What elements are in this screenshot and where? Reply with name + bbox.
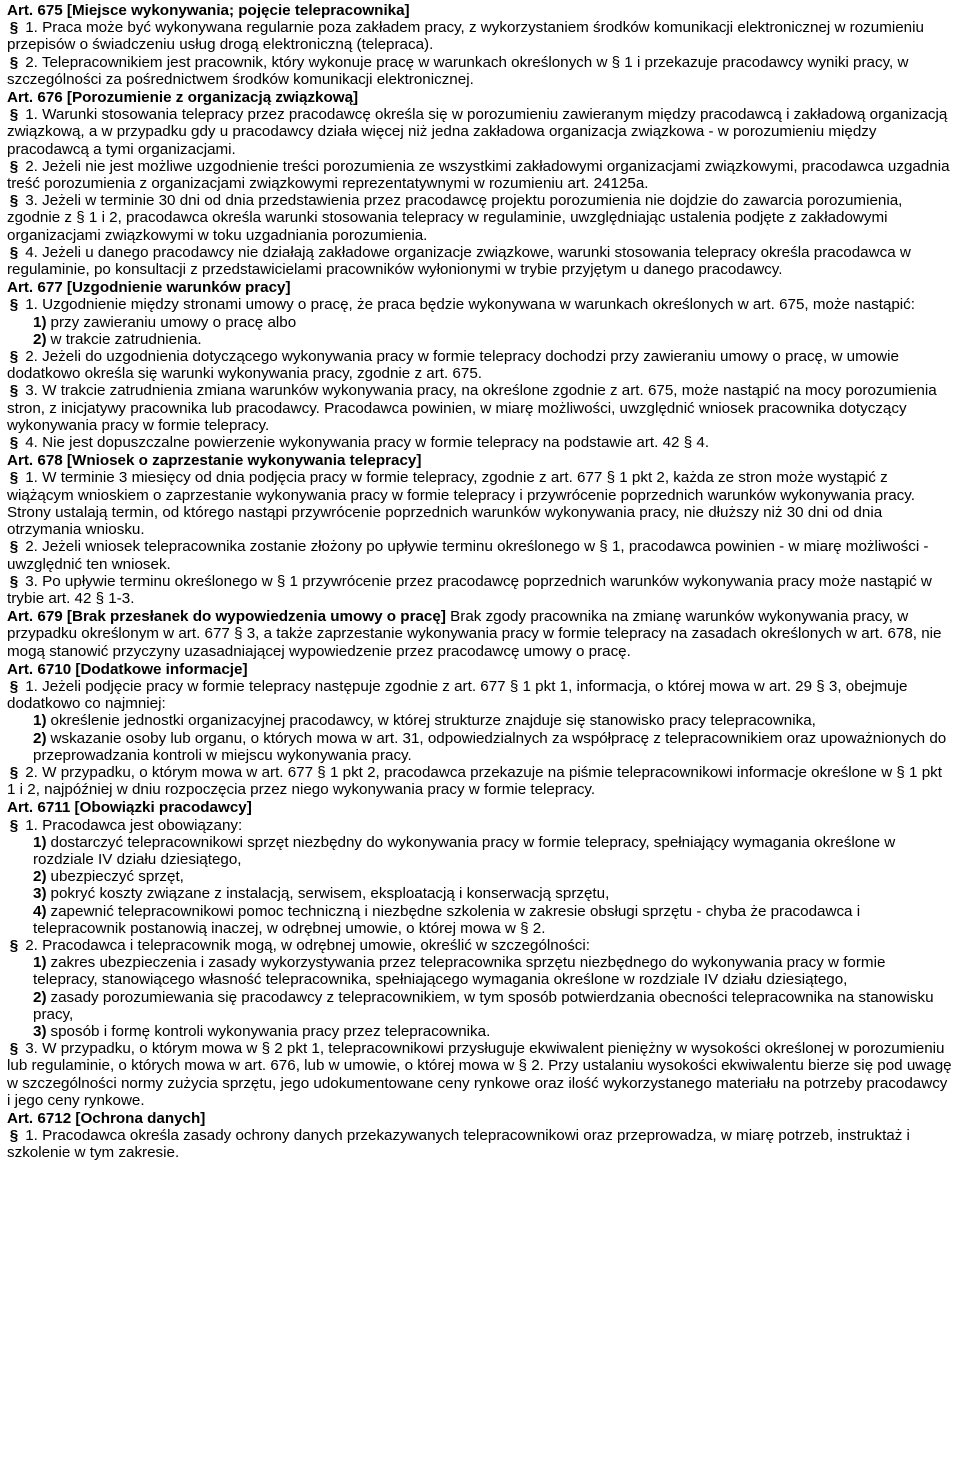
paragraph-text: W trakcie zatrudnienia zmiana warunków wykonywania pracy, na określone zgodnie z art. 675, może nastąpić na mocy porozumienia stron, z inicjatywy pracownika lub pracodawcy. Pracodawca powinien, w miarę możliwości, uwzględnić wniosek pracownika dotyczący wykonywania pracy w formie telepracy. — [7, 382, 937, 434]
list-point — [7, 314, 954, 331]
paragraph-number: 1. — [25, 1127, 38, 1145]
paragraph-text: Praca może być wykonywana regularnie poza zakładem pracy, z wykorzystaniem środków komunikacji elektronicznej w rozumieniu przepisów o świadczeniu usług drogą elektroniczną (telepraca). — [7, 19, 924, 54]
point-number: 4) — [33, 902, 47, 920]
section-sign: § — [9, 348, 19, 366]
paragraph-text: W przypadku, o którym mowa w § 2 pkt 1, telepracownikowi przysługuje ekwiwalent pieniężny w wysokości określonej w porozumieniu lub regulaminie, o których mowa w art. 676, lub w umowie, o której mowa w § 2. Przy ustalaniu wysokości ekwiwalentu bierze się pod uwagę w szczególności normy zużycia sprzętu, jego udokumentowane ceny rynkowe oraz ilość wykorzystanego materiału na potrzeby pracodawcy i jego ceny rynkowe. — [7, 1040, 952, 1109]
article-heading — [7, 608, 954, 660]
article-title: Art. 679 [Brak przesłanek do wypowiedzenia umowy o pracę] — [7, 608, 446, 626]
paragraph — [7, 573, 954, 607]
paragraph-text: Telepracownikiem jest pracownik, który wykonuje pracę w warunkach określonych w § 1 i przekazuje pracodawcy wyniki pracy, w szczególności za pośrednictwem środków komunikacji elektronicznej. — [7, 53, 909, 88]
point-text: sposób i formę kontroli wykonywania pracy przez telepracownika. — [50, 1022, 491, 1040]
section-sign: § — [9, 192, 19, 210]
paragraph-number: 2. — [25, 936, 38, 954]
paragraph — [7, 244, 954, 278]
article-title: Art. 676 [Porozumienie z organizacją związkową] — [7, 89, 359, 107]
point-text: określenie jednostki organizacyjnej pracodawcy, w której strukturze znajduje się stanowisko pracy telepracownika, — [50, 712, 816, 730]
paragraph — [7, 348, 954, 382]
paragraph-number: 1. — [25, 106, 38, 124]
article-heading — [7, 1110, 954, 1127]
point-number: 1) — [33, 954, 47, 972]
article-heading — [7, 661, 954, 678]
article-title: Art. 6711 [Obowiązki pracodawcy] — [7, 799, 252, 817]
point-text: zakres ubezpieczenia i zasady wykorzystywania przez telepracownika sprzętu niezbędnego do wykonywania pracy w formie telepracy, stanowiącego własność telepracownika, spełniającego wymagania określone w rozdziale IV działu dziesiątego, — [33, 954, 886, 989]
list-point — [7, 903, 954, 937]
article-title: Art. 678 [Wniosek o zaprzestanie wykonywania telepracy] — [7, 452, 422, 470]
paragraph — [7, 382, 954, 434]
list-point — [7, 730, 954, 764]
section-sign: § — [9, 936, 19, 954]
point-text: pokryć koszty związane z instalacją, serwisem, eksploatacją i konserwacją sprzętu, — [50, 885, 610, 903]
section-sign: § — [9, 1040, 19, 1058]
paragraph-text: Pracodawca określa zasady ochrony danych przekazywanych telepracownikowi oraz przeprowadza, w miarę potrzeb, instruktaż i szkolenie w tym zakresie. — [7, 1127, 910, 1162]
point-number: 2) — [33, 729, 47, 747]
article-title: Art. 675 [Miejsce wykonywania; pojęcie telepracownika] — [7, 2, 410, 19]
article-title: Art. 6710 [Dodatkowe informacje] — [7, 660, 248, 678]
paragraph — [7, 158, 954, 192]
article-heading — [7, 799, 954, 816]
paragraph — [7, 192, 954, 244]
paragraph — [7, 1040, 954, 1109]
paragraph — [7, 54, 954, 88]
section-sign: § — [9, 106, 19, 124]
list-point — [7, 954, 954, 988]
article-heading — [7, 279, 954, 296]
list-point — [7, 331, 954, 348]
paragraph — [7, 937, 954, 954]
point-number: 2) — [33, 988, 47, 1006]
paragraph — [7, 469, 954, 538]
paragraph-text: Jeżeli do uzgodnienia dotyczącego wykonywania pracy w formie telepracy dochodzi przy zawieraniu umowy o pracę, w umowie dodatkowo określa się warunki wykonywania pracy, zgodnie z art. 675. — [7, 348, 899, 383]
paragraph-text: Jeżeli nie jest możliwe uzgodnienie treści porozumienia ze wszystkimi zakładowymi organizacjami związkowymi, pracodawca uzgadnia treść porozumienia z organizacjami związkowymi reprezentatywnymi w rozumieniu art. 24125a. — [7, 157, 950, 193]
paragraph — [7, 19, 954, 53]
section-sign: § — [9, 469, 19, 487]
paragraph-number: 2. — [25, 763, 38, 781]
section-sign: § — [9, 19, 19, 37]
point-text: ubezpieczyć sprzęt, — [50, 868, 184, 886]
section-sign: § — [9, 382, 19, 400]
article-text: Brak zgody pracownika na zmianę warunków wykonywania pracy, w przypadku określonym w art. 677 § 3, a także zaprzestanie wykonywania pracy w formie telepracy na zasadach określonych w art. 678, nie mogą stanowić przyczyny uzasadniającej wypowiedzenie przez pracodawcę umowy o pracę. — [7, 608, 942, 660]
paragraph — [7, 678, 954, 712]
paragraph-text: Warunki stosowania telepracy przez pracodawcę określa się w porozumieniu zawieranym między pracodawcą i zakładową organizacją związkową, a w przypadku gdy u pracodawcy działa więcej niż jedna zakładowa organizacja związkowa - w porozumieniu między pracodawcą a tymi organizacjami. — [7, 106, 948, 158]
paragraph-number: 1. — [25, 469, 38, 487]
paragraph — [7, 1127, 954, 1161]
article-heading — [7, 89, 954, 106]
paragraph — [7, 434, 954, 451]
paragraph-number: 1. — [25, 19, 38, 37]
list-point — [7, 989, 954, 1023]
paragraph-text: W terminie 3 miesięcy od dnia podjęcia pracy w formie telepracy, zgodnie z art. 677 § 1 pkt 2, każda ze stron może wystąpić z wiążącym wnioskiem o zaprzestanie wykonywania pracy w formie telepracy i przywrócenie poprzednich warunków wykonywania pracy. Strony ustalają termin, od którego nastąpi przywrócenie poprzednich warunków wykonywania pracy, nie dłuższy niż 30 dni od dnia otrzymania wniosku. — [7, 469, 915, 539]
paragraph-number: 2. — [25, 348, 38, 366]
point-text: zasady porozumiewania się pracodawcy z telepracownikiem, w tym sposób potwierdzania obecności telepracownika na stanowisku pracy, — [33, 988, 934, 1023]
section-sign: § — [9, 572, 19, 590]
point-text: dostarczyć telepracownikowi sprzęt niezbędny do wykonywania pracy w formie telepracy, spełniający wymagania określone w rozdziale IV działu dziesiątego, — [33, 833, 896, 868]
paragraph — [7, 106, 954, 158]
article-title: Art. 677 [Uzgodnienie warunków pracy] — [7, 279, 291, 297]
paragraph-text: Po upływie terminu określonego w § 1 przywrócenie przez pracodawcę poprzednich warunków wykonywania pracy może nastąpić w trybie art. 42 § 1-3. — [7, 572, 932, 607]
point-text: wskazanie osoby lub organu, o których mowa w art. 31, odpowiedzialnych za współpracę z telepracownikiem oraz upoważnionych do przeprowadzania kontroli w miejscu wykonywania pracy. — [33, 729, 947, 764]
point-number: 1) — [33, 313, 47, 331]
point-text: w trakcie zatrudnienia. — [50, 330, 202, 348]
section-sign: § — [9, 538, 19, 556]
paragraph-text: Jeżeli u danego pracodawcy nie działają zakładowe organizacje związkowe, warunki stosowania telepracy określa pracodawca w regulaminie, po konsultacji z przedstawicielami pracowników wyłonionymi w trybie przyjętym u danego pracodawcy. — [7, 243, 911, 279]
paragraph-text: Jeżeli w terminie 30 dni od dnia przedstawienia przez pracodawcę projektu porozumienia nie dojdzie do zawarcia porozumienia, zgodnie z § 1 i 2, pracodawca określa warunki stosowania telepracy w regulaminie, uwzględniając ustalenia podjęte z zakładowymi organizacjami związkowymi w toku uzgadniania porozumienia. — [7, 192, 903, 244]
article-heading — [7, 2, 954, 19]
paragraph-text: Uzgodnienie między stronami umowy o pracę, że praca będzie wykonywana w warunkach określonych w art. 675, może nastąpić: — [42, 296, 915, 314]
point-number: 3) — [33, 885, 47, 903]
paragraph — [7, 296, 954, 313]
paragraph-number: 2. — [25, 53, 38, 71]
section-sign: § — [9, 157, 19, 175]
paragraph-text: Jeżeli wniosek telepracownika zostanie złożony po upływie terminu określonego w § 1, pracodawca powinien - w miarę możliwości - uwzględnić ten wniosek. — [7, 538, 929, 573]
paragraph-number: 2. — [25, 538, 38, 556]
paragraph-number: 4. — [25, 243, 38, 261]
article-title: Art. 6712 [Ochrona danych] — [7, 1110, 206, 1127]
paragraph — [7, 764, 954, 798]
point-text: przy zawieraniu umowy o pracę albo — [50, 313, 297, 331]
list-point — [7, 1023, 954, 1040]
section-sign: § — [9, 53, 19, 71]
section-sign: § — [9, 243, 19, 261]
list-point — [7, 868, 954, 885]
paragraph-number: 3. — [25, 572, 38, 590]
paragraph-text: Pracodawca i telepracownik mogą, w odrębnej umowie, określić w szczególności: — [42, 936, 590, 954]
paragraph-number: 3. — [25, 382, 38, 400]
point-number: 2) — [33, 330, 47, 348]
paragraph-number: 3. — [25, 192, 38, 210]
section-sign: § — [9, 296, 19, 314]
section-sign: § — [9, 763, 19, 781]
section-sign: § — [9, 816, 19, 834]
point-number: 1) — [33, 833, 47, 851]
paragraph — [7, 538, 954, 572]
paragraph-text: Nie jest dopuszczalne powierzenie wykonywania pracy w formie telepracy na podstawie art. 42 § 4. — [42, 434, 710, 452]
article-heading — [7, 452, 954, 469]
list-point — [7, 834, 954, 868]
paragraph-text: Jeżeli podjęcie pracy w formie telepracy następuje zgodnie z art. 677 § 1 pkt 1, informacja, o której mowa w art. 29 § 3, obejmuje dodatkowo co najmniej: — [7, 677, 908, 713]
paragraph-number: 3. — [25, 1040, 38, 1058]
point-number: 1) — [33, 712, 47, 730]
paragraph-text: Pracodawca jest obowiązany: — [42, 816, 243, 834]
section-sign: § — [9, 677, 19, 695]
paragraph-number: 1. — [25, 296, 38, 314]
paragraph-text: W przypadku, o którym mowa w art. 677 § 1 pkt 2, pracodawca przekazuje na piśmie telepracownikowi informacje określone w § 1 pkt 1 i 2, najpóźniej w dniu rozpoczęcia przez niego wykonywania pracy w formie telepracy. — [7, 763, 942, 799]
point-number: 3) — [33, 1022, 47, 1040]
point-text: zapewnić telepracownikowi pomoc techniczną i niezbędne szkolenia w zakresie obsługi sprzętu - chyba że pracodawca i telepracownik postanowią inaczej, w odrębnej umowie, o której mowa w § 2. — [33, 902, 861, 937]
paragraph-number: 1. — [25, 677, 38, 695]
paragraph-number: 1. — [25, 816, 38, 834]
point-number: 2) — [33, 868, 47, 886]
section-sign: § — [9, 1127, 19, 1145]
paragraph — [7, 817, 954, 834]
list-point — [7, 885, 954, 902]
paragraph-number: 4. — [25, 434, 38, 452]
section-sign: § — [9, 434, 19, 452]
list-point — [7, 712, 954, 729]
paragraph-number: 2. — [25, 157, 38, 175]
